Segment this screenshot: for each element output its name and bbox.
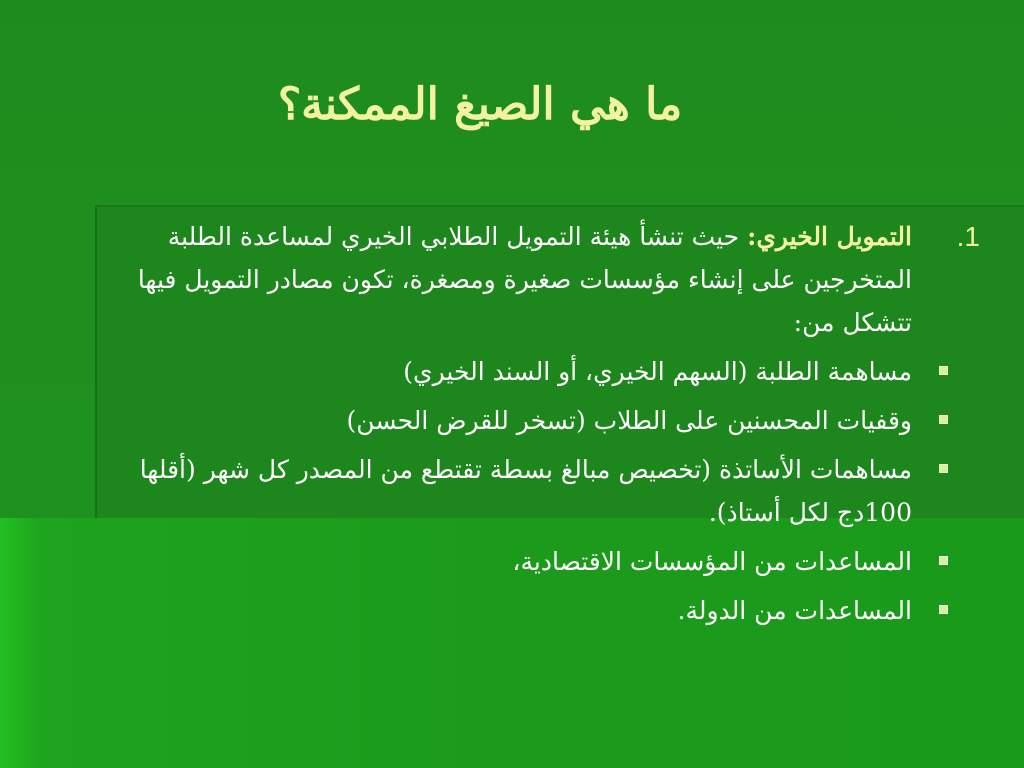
item-number: 1. — [956, 221, 980, 252]
decorative-left-bar — [0, 518, 40, 768]
square-bullet-icon — [939, 464, 948, 473]
slide-title: ما هي الصيغ الممكنة؟ — [277, 79, 683, 130]
square-bullet-icon — [939, 415, 948, 424]
bullet-text: المساعدات من المؤسسات الاقتصادية، — [512, 547, 912, 576]
bullet-text: المساعدات من الدولة. — [677, 596, 912, 625]
bullet-item — [100, 350, 990, 393]
numbered-item-1 — [100, 215, 990, 344]
bullet-item — [100, 540, 990, 583]
bullet-item — [100, 589, 990, 632]
bullet-text: مساهمات الأساتذة (تخصيص مبالغ بسطة تقتطع من المصدر كل شهر (أقلها 100دج لكل أستاذ). — [139, 455, 912, 527]
bullet-text: وقفيات المحسنين على الطلاب (تسخر للقرض الحسن) — [346, 406, 912, 435]
bullet-list — [100, 350, 990, 632]
square-bullet-icon — [939, 556, 948, 565]
slide-content — [100, 215, 990, 638]
square-bullet-icon — [939, 366, 948, 375]
item-term: التمويل الخيري: — [747, 222, 912, 251]
item-text: حيث تنشأ هيئة التمويل الطلابي الخيري لمساعدة الطلبة المتخرجين على إنشاء مؤسسات صغيرة ومصغرة، تكون مصادر التمويل فيها تتشكل من: — [137, 222, 912, 337]
bullet-text: مساهمة الطلبة (السهم الخيري، أو السند الخيري) — [403, 357, 912, 386]
bullet-item — [100, 399, 990, 442]
square-bullet-icon — [939, 605, 948, 614]
bullet-item — [100, 448, 990, 534]
